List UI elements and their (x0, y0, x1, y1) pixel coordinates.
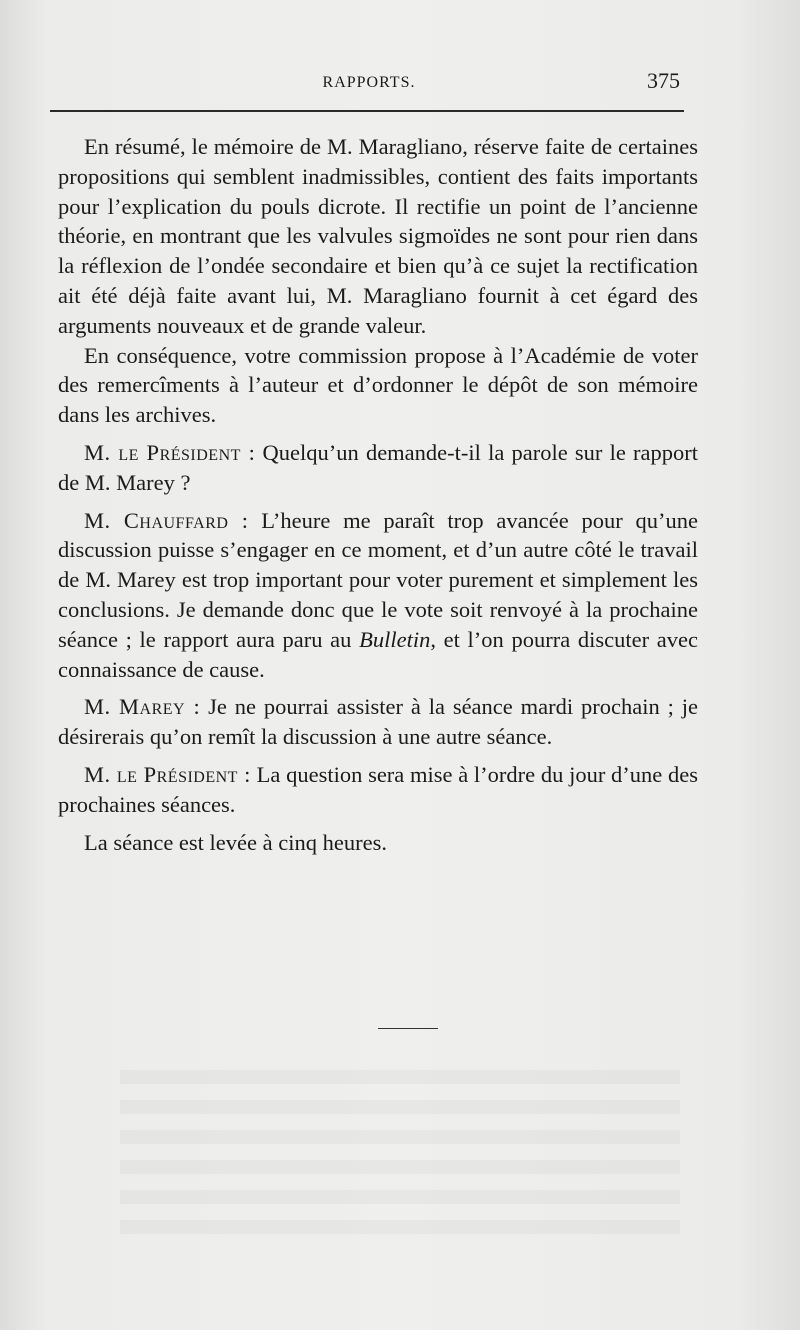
body-text (58, 132, 698, 857)
paragraph-text: , et l’on pourra discuter avec connaissance de cause. (58, 626, 698, 682)
running-head (56, 68, 682, 98)
paragraph-president-answer (58, 760, 698, 820)
paragraph-marey (58, 692, 698, 752)
speaker-name: M. le Président : (84, 439, 256, 465)
paragraph-closing (58, 828, 698, 858)
paragraph-text: Quelqu’un demande-t-il la parole sur le rapport de M. Marey ? (58, 439, 698, 495)
paragraph-summary (58, 132, 698, 341)
page-number: 375 (647, 68, 680, 93)
bleed-through-shadow (120, 1070, 680, 1240)
paragraph-text: La séance est levée à cinq heures. (84, 829, 387, 855)
paragraph-text: En conséquence, votre commission propose à l’Académie de voter des remercîments à l’auteur et d’ordonner le dépôt de son mémoire dans les archives. (58, 342, 698, 428)
speaker-name: M. Chauffard : (84, 507, 249, 533)
paragraph-text: Je ne pourrai assister à la séance mardi prochain ; je désirerais qu’on remît la discussion à une autre séance. (58, 694, 698, 750)
paragraph-text: L’heure me paraît trop avancée pour qu’une discussion puisse s’engager en ce moment, et d’un autre côté le travail de M. Marey est trop important pour voter purement et simplement les conclusions. Je demande donc que le vote soit renvoyé à la prochaine séance ; le rapport aura paru au (58, 507, 698, 652)
speaker-name: M. le Président : (84, 761, 251, 787)
paragraph-chauffard (58, 506, 698, 685)
paragraph-text: En résumé, le mémoire de M. Maragliano, réserve faite de certaines propositions qui semblent inadmissibles, contient des faits importants pour l’explication du pouls dicrote. Il rectifie un point de l’ancienne théorie, en montrant que les valvules sigmoïdes ne sont pour rien dans la réflexion de l’ondée secondaire et bien qu’à ce sujet la rectification ait été déjà faite avant lui, M. Maragliano fournit à cet égard des arguments nouveaux et de grande valeur. (58, 134, 698, 338)
bulletin-title: Bulletin (359, 626, 431, 652)
paragraph-text: La question sera mise à l’ordre du jour d’une des prochaines séances. (58, 761, 698, 817)
running-title: RAPPORTS. (322, 74, 416, 91)
paragraph-conclusion (58, 341, 698, 430)
end-rule (378, 1028, 438, 1029)
speaker-name: M. Marey : (84, 694, 201, 720)
paragraph-president-question (58, 438, 698, 498)
header-rule (50, 110, 684, 112)
